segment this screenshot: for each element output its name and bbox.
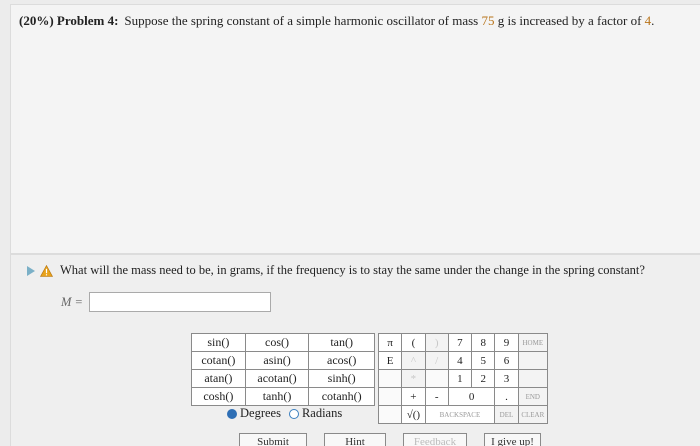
expand-arrow-icon[interactable]	[27, 266, 35, 276]
problem-text-part1: Suppose the spring constant of a simple harmonic oscillator of mass	[124, 13, 479, 28]
key-3[interactable]: 3	[495, 370, 518, 388]
feedback-button[interactable]: Feedback	[403, 433, 467, 446]
fn-tanh-button[interactable]: tanh()	[245, 388, 309, 406]
fn-atan-button[interactable]: atan()	[192, 370, 246, 388]
give-up-button[interactable]: I give up!	[484, 433, 541, 446]
answer-label: M =	[61, 294, 83, 309]
key-0[interactable]: 0	[448, 388, 495, 406]
warning-icon	[40, 265, 53, 277]
fn-acotan-button[interactable]: acotan()	[245, 370, 309, 388]
action-buttons	[239, 433, 558, 446]
submit-button[interactable]: Submit	[239, 433, 307, 446]
key-minus[interactable]: -	[425, 388, 448, 406]
fn-cotan-button[interactable]: cotan()	[192, 352, 246, 370]
key-open-paren[interactable]: (	[402, 334, 425, 352]
calculator-keypad	[378, 333, 548, 424]
fn-asin-button[interactable]: asin()	[245, 352, 309, 370]
problem-number: (20%) Problem 4:	[19, 13, 119, 28]
fn-tan-button[interactable]: tan()	[309, 334, 375, 352]
key-blank-1[interactable]	[379, 370, 402, 388]
key-slash[interactable]: /	[425, 352, 448, 370]
key-home[interactable]: HOME	[518, 334, 547, 352]
key-blank-4[interactable]	[379, 406, 402, 424]
key-1[interactable]: 1	[448, 370, 471, 388]
problem-period: .	[651, 13, 655, 28]
problem-mass-value: 75	[481, 13, 495, 28]
key-star[interactable]: *	[402, 370, 425, 388]
fn-sin-button[interactable]: sin()	[192, 334, 246, 352]
key-plus[interactable]: +	[402, 388, 425, 406]
degrees-radio[interactable]	[227, 409, 237, 419]
key-close-paren[interactable]: )	[425, 334, 448, 352]
angle-mode	[227, 406, 350, 421]
problem-panel	[10, 4, 700, 254]
key-blank-3[interactable]	[379, 388, 402, 406]
hint-button[interactable]: Hint	[324, 433, 386, 446]
key-caret[interactable]: ^	[402, 352, 425, 370]
fn-cos-button[interactable]: cos()	[245, 334, 309, 352]
key-2[interactable]: 2	[472, 370, 495, 388]
key-end[interactable]: END	[518, 388, 547, 406]
fn-cotanh-button[interactable]: cotanh()	[309, 388, 375, 406]
key-del[interactable]: DEL	[495, 406, 518, 424]
key-dot[interactable]: .	[495, 388, 518, 406]
key-e[interactable]: E	[379, 352, 402, 370]
key-pi[interactable]: π	[379, 334, 402, 352]
answer-panel	[10, 254, 700, 446]
radians-radio[interactable]	[289, 409, 299, 419]
key-6[interactable]: 6	[495, 352, 518, 370]
function-table	[191, 333, 375, 406]
fn-cosh-button[interactable]: cosh()	[192, 388, 246, 406]
question-row	[27, 263, 645, 278]
fn-sinh-button[interactable]: sinh()	[309, 370, 375, 388]
key-backspace[interactable]: BACKSPACE	[425, 406, 495, 424]
key-right-arrow[interactable]	[518, 370, 547, 388]
key-4[interactable]: 4	[448, 352, 471, 370]
problem-factor-value: 4	[644, 13, 652, 28]
key-8[interactable]: 8	[472, 334, 495, 352]
question-text: What will the mass need to be, in grams, if the frequency is to stay the same under the change in the spring constant?	[60, 263, 645, 277]
key-sqrt[interactable]: √()	[402, 406, 425, 424]
key-left-arrow[interactable]	[518, 352, 547, 370]
key-5[interactable]: 5	[472, 352, 495, 370]
problem-text-part2: g is increased by a factor of	[497, 13, 642, 28]
key-7[interactable]: 7	[448, 334, 471, 352]
key-9[interactable]: 9	[495, 334, 518, 352]
degrees-label: Degrees	[240, 406, 281, 420]
answer-input[interactable]	[89, 292, 271, 312]
key-clear[interactable]: CLEAR	[518, 406, 547, 424]
key-blank-2[interactable]	[425, 370, 448, 388]
fn-acos-button[interactable]: acos()	[309, 352, 375, 370]
radians-label: Radians	[301, 406, 343, 420]
answer-row	[61, 292, 271, 312]
problem-statement	[19, 13, 654, 29]
